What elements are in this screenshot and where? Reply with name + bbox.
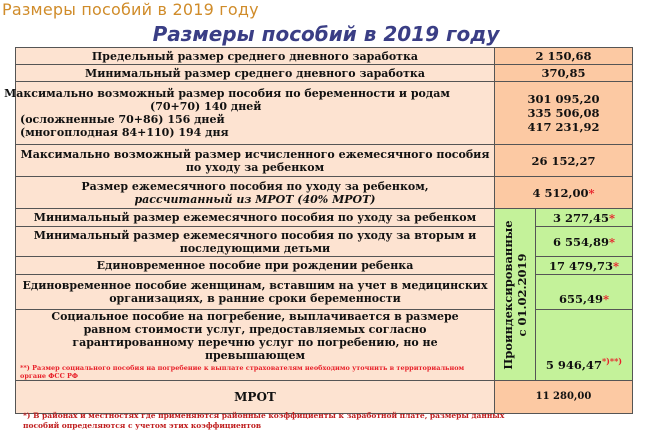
row-value <box>536 310 633 381</box>
row-label-italic: рассчитанный из МРОТ (40% МРОТ) <box>134 192 376 206</box>
value-number: 655,49 <box>558 292 603 306</box>
value-number: 3 277,45 <box>552 210 609 225</box>
slide-title: Размеры пособий в 2019 году <box>152 22 500 46</box>
row-label: Единовременное пособие женщинам, вставшим на учет в медицинских организациях, в ранние сроки беременности <box>16 275 495 310</box>
row-label <box>16 177 495 209</box>
table-row <box>16 275 633 310</box>
row-value <box>536 275 633 310</box>
footnote: *) В районах и местностях где применяются районные коэффициенты к заработной плате, размеры данных пособий определяются с учетом этих коэффициентов <box>23 411 505 430</box>
table-row <box>16 82 633 145</box>
row-value <box>536 257 633 275</box>
row-note: **) Размер социального пособия на погребение к выплате страхователям необходимо уточнить в территориальном органе ФСС РФ <box>20 364 465 380</box>
row-label-title: Максимально возможный размер пособия по беременности и родам <box>4 87 450 100</box>
row-label-line: (многоплодная 84+110) 194 дня <box>20 126 229 139</box>
row-label-text: Социальное пособие на погребение, выплачивается в размере равном стоимости услуг, предоставляемых согласно гарантированному перечню услуг по погребению, но не превышающем <box>51 310 459 362</box>
table-row <box>16 227 633 257</box>
table-row <box>16 381 633 414</box>
row-label-line <box>20 193 490 206</box>
value-mark: * <box>609 210 616 225</box>
value-line: 301 095,20 <box>527 92 600 106</box>
row-label <box>4 82 495 145</box>
row-value <box>536 209 633 227</box>
row-value: 370,85 <box>495 65 633 82</box>
row-label-line: (70+70) 140 дней <box>150 100 262 113</box>
value-line: 417 231,92 <box>527 120 600 134</box>
row-label: Максимально возможный размер исчисленного ежемесячного пособия по уходу за ребенком <box>16 145 495 177</box>
value-number: 5 946,47 <box>545 358 602 372</box>
row-value <box>536 227 633 257</box>
row-label-line: Размер ежемесячного пособия по уходу за ребенком, <box>81 179 429 193</box>
table-row <box>16 48 633 65</box>
row-value: 2 150,68 <box>495 48 633 65</box>
row-label: Минимальный размер ежемесячного пособия по уходу за вторым и последующими детьми <box>16 227 495 257</box>
row-value <box>495 177 633 209</box>
row-label: Предельный размер среднего дневного заработка <box>16 48 495 65</box>
row-label <box>16 310 495 381</box>
value-mark: * <box>603 292 610 306</box>
indexed-label: Проиндексированные с 01.02.2019 <box>501 219 529 370</box>
row-value <box>495 82 633 145</box>
page-header: Размеры пособий в 2019 году <box>2 0 259 19</box>
table-row <box>16 209 633 227</box>
table-row <box>16 65 633 82</box>
row-label: Минимальный размер ежемесячного пособия по уходу за ребенком <box>16 209 495 227</box>
benefits-table <box>4 47 633 414</box>
value-mark: * <box>588 185 595 200</box>
value-number: 4 512,00 <box>532 185 589 200</box>
row-label: Единовременное пособие при рождении ребенка <box>16 257 495 275</box>
value-mark: * <box>609 234 616 249</box>
table-row <box>16 145 633 177</box>
table-row <box>16 257 633 275</box>
value-mark: *)**) <box>601 356 623 367</box>
value-number: 17 479,73 <box>548 258 613 273</box>
table-row <box>16 177 633 209</box>
value-number: 6 554,89 <box>552 234 609 249</box>
row-label: Минимальный размер среднего дневного заработка <box>16 65 495 82</box>
row-label-line: (осложненные 70+86) 156 дней <box>20 113 225 126</box>
row-value: 11 280,00 <box>495 381 633 414</box>
indexed-column <box>495 209 536 381</box>
table-row <box>16 310 633 381</box>
row-value: 26 152,27 <box>495 145 633 177</box>
value-mark: * <box>613 258 620 273</box>
value-line: 335 506,08 <box>527 106 600 120</box>
row-label: МРОТ <box>16 381 495 414</box>
